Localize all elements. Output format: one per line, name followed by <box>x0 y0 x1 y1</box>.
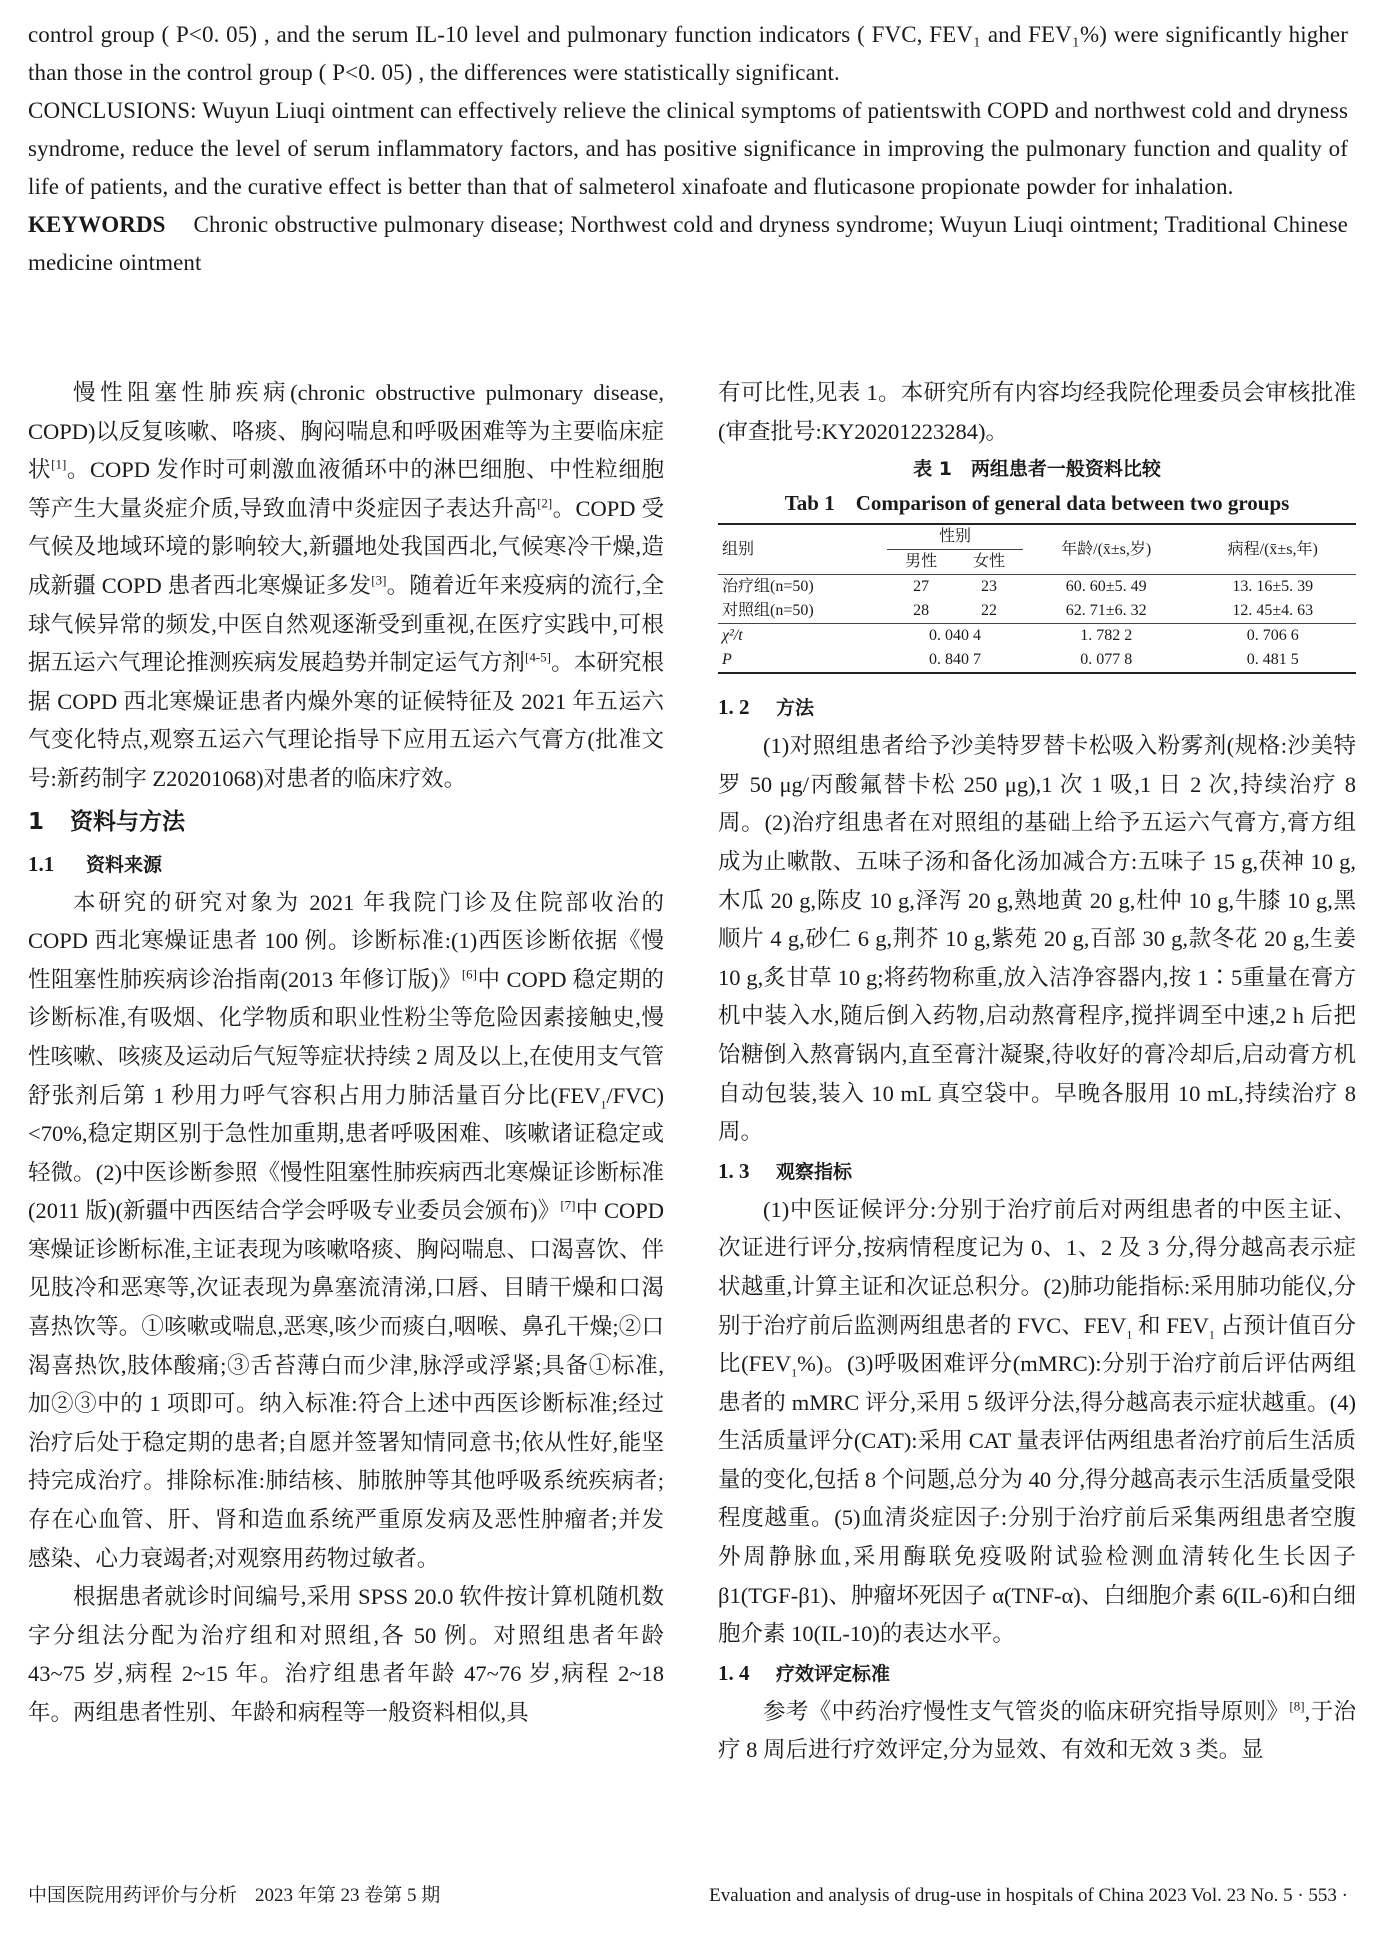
indicators-paragraph: (1)中医证候评分:分别于治疗前后对两组患者的中医主证、次证进行评分,按病情程度记为 0、1、2 及 3 分,得分越高表示症状越重,计算主证和次证总积分。(2)肺功能指标:采用肺功能仪,分别于治疗前后监测两组患者的 FVC、$FEV_1$ 和 $FEV_1$ 占预计值百分比$(FEV_1\%)$。(3)呼吸困难评分(mMRC):分别于治疗前后评估两组患者的 mMRC 评分,采用 5 级评分法,得分越高表示症状越重。(4)生活质量评分(CAT):采用 CAT 量表评估两组患者治疗前后生活质量的变化,包括 8 个问题,总分为 40 分,得分越高表示生活质量受限程度越重。(5)血清炎症因子:分别于治疗前后采集两组患者空腹外周静脉血,采用酶联免疫吸附试验检测血清转化生长因子 β1(TGF-β1)、肿瘤坏死因子 α(TNF-α)、白细胞介素 6(IL-6)和白细胞介素 10(IL-10)的表达水平。 <box>718 1196 1357 1647</box>
page-number: · 553 · <box>1297 1885 1348 1906</box>
table-row-stat: P 0. 840 7 0. 077 8 0. 481 5 <box>718 648 1356 673</box>
section-heading-1-2: 1. 2 方法 <box>718 695 815 720</box>
citation: [4-5] <box>525 649 552 665</box>
conclusions-text: Wuyun Liuqi ointment can effectively relieve the clinical symptoms of patientswith COPD and northwest cold and dryness syndrome, reduce the level of serum inflammatory factors, and has positive significance in improving the pulmonary function and quality of life of patients, and the curative effect is better than that of salmeterol xinafoate and fluticasone propionate powder for inhalation. <box>28 98 1348 199</box>
col-header-female: 女性 <box>972 553 1005 571</box>
grouping-paragraph-continued: 有可比性,见表 1。本研究所有内容均经我院伦理委员会审核批准(审查批号:KY20201223284)。 <box>718 380 1356 444</box>
methods-paragraph: (1)对照组患者给予沙美特罗替卡松吸入粉雾剂(规格:沙美特罗 50 μg/丙酸氟替卡松 250 μg),1 次 1 吸,1 日 2 次,持续治疗 8 周。(2)治疗组患者在对照组的基础上给予五运六气膏方,膏方组成为止嗽散、五味子汤和备化汤加减合方:五味子 15 g,茯神 10 g,木瓜 20 g,陈皮 10 g,泽泻 20 g,熟地黄 20 g,杜仲 10 g,牛膝 10 g,黑顺片 4 g,砂仁 6 g,荆芥 10 g,紫苑 20 g,百部 30 g,款冬花 20 g,生姜 10 g,炙甘草 10 g;将药物称重,放入洁净容器内,按 1∶5重量在膏方机中装入水,随后倒入药物,启动熬膏程序,搅拌调至中速,2 h 后把饴糖倒入熬膏锅内,直至膏汁凝聚,待收好的膏冷却后,启动膏方机自动包装,装入 10 mL 真空袋中。早晚各服用 10 mL,持续治疗 8 周。 <box>718 733 1356 1145</box>
conclusions-label: CONCLUSIONS: <box>28 98 197 123</box>
table-row: 治疗组(n=50) 27 23 60. 60±5. 49 13. 16±5. 39 <box>722 578 1314 596</box>
col-header-male: 男性 <box>905 553 938 571</box>
table-row: 对照组(n=50) 28 22 62. 71±6. 32 12. 45±4. 63 <box>722 602 1314 620</box>
citation: [1] <box>51 456 67 472</box>
section-heading-1-4: 1. 4 疗效评定标准 <box>718 1660 891 1685</box>
data-source-paragraph: 本研究的研究对象为 2021 年我院门诊及住院部收治的 COPD 西北寒燥证患者 100 例。诊断标准:(1)西医诊断依据《慢性阻塞性肺疾病诊治指南(2013 年修订版)》[6]中 COPD 稳定期的诊断标准,有吸烟、化学物质和职业性粉尘等危险因素接触史,慢性咳嗽、咳痰及运动后气短等症状持续 2 周及以上,在使用支气管舒张剂后第 1 秒用力呼气容积占用力肺活量百分比$(FEV_1/FVC)<70\%$,稳定期区别于急性加重期,患者呼吸困难、咳嗽诸证稳定或轻微。(2)中医诊断参照《慢性阻塞性肺疾病西北寒燥证诊断标准(2011 版)(新疆中西医结合学会呼吸专业委员会颁布)》[7]中 COPD 寒燥证诊断标准,主证表现为咳嗽咯痰、胸闷喘息、口渴喜饮、伴见肢冷和恶寒等,次证表现为鼻塞流清涕,口唇、目睛干燥和口渴喜热饮等。①咳嗽或喘息,恶寒,咳少而痰白,咽喉、鼻孔干燥;②口渴喜热饮,肢体酸痛;③舌苔薄白而少津,脉浮或浮紧;具备①标准,加②③中的 1 项即可。纳入标准:符合上述中西医诊断标准;经过治疗后处于稳定期的患者;自愿并签署知情同意书;依从性好,能坚持完成治疗。排除标准:肺结核、肺脓肿等其他呼吸系统疾病者;存在心血管、肝、肾和造血系统严重原发病及恶性肿瘤者;并发感染、心力衰竭者;对观察用药物过敏者。 <box>28 889 664 1571</box>
right-column <box>718 374 1356 1770</box>
citation: [6] <box>461 966 478 982</box>
general-data-table <box>718 523 1356 674</box>
col-header-age: 年龄/(x̄±s,岁) <box>1061 540 1152 558</box>
section-heading-1-1: 1.1 资料来源 <box>28 851 163 876</box>
citation: [7] <box>560 1197 576 1213</box>
section-heading-1-3: 1. 3 观察指标 <box>718 1158 853 1183</box>
keywords-label: KEYWORDS <box>28 212 166 237</box>
col-header-sex: 性别 <box>887 524 1023 550</box>
col-header-course: 病程/(x̄±s,年) <box>1227 540 1318 558</box>
footer-journal-cn: 中国医院用药评价与分析 2023 年第 23 卷第 5 期 <box>28 1885 441 1906</box>
abstract-section <box>28 16 1348 282</box>
section-heading-1: 1 资料与方法 <box>28 808 185 835</box>
efficacy-paragraph: 参考《中药治疗慢性支气管炎的临床研究指导原则》[8],于治疗 8 周后进行疗效评定,分为显效、有效和无效 3 类。显 <box>718 1698 1356 1763</box>
citation: [3] <box>371 572 387 588</box>
citation: [2] <box>537 495 553 511</box>
keywords-text: Chronic obstructive pulmonary disease; Northwest cold and dryness syndrome; Wuyun Liuqi ointment; Traditional Chinese medicine ointment <box>28 212 1348 275</box>
footer-journal-en: Evaluation and analysis of drug-use in hospitals of China 2023 Vol. 23 No. 5 · 553 · <box>709 1885 1348 1906</box>
table-row-stat: χ²/t 0. 040 4 1. 782 2 0. 706 6 <box>718 624 1356 649</box>
abstract-conclusions <box>28 92 1348 206</box>
grouping-paragraph: 根据患者就诊时间编号,采用 SPSS 20.0 软件按计算机随机数字分组法分配为治疗组和对照组,各 50 例。对照组患者年龄 43~75 岁,病程 2~15 年。治疗组患者年龄 47~76 岁,病程 2~18 年。两组患者性别、年龄和病程等一般资料相似,具 <box>28 1584 664 1725</box>
citation: [8] <box>1289 1698 1305 1714</box>
abstract-results-tail: control group ( P<0. 05) , and the serum IL-10 level and pulmonary function indicators ( FVC, FEV₁ and FEV₁%) were significantly higher than those in the control group ( P<0. 05) , the differences were statistically significant. <box>28 22 1348 85</box>
table-title-cn: 表 1 两组患者一般资料比较 <box>913 458 1161 481</box>
col-header-group: 组别 <box>722 540 755 558</box>
intro-paragraph: 慢性阻塞性肺疾病(chronic obstructive pulmonary disease, COPD)以反复咳嗽、咯痰、胸闷喘息和呼吸困难等为主要临床症状[1]。COPD 发作时可刺激血液循环中的淋巴细胞、中性粒细胞等产生大量炎症介质,导致血清中炎症因子表达升高[2]。COPD 受气候及地域环境的影响较大,新疆地处我国西北,气候寒冷干燥,造成新疆 COPD 患者西北寒燥证多发[3]。随着近年来疫病的流行,全球气候异常的频发,中医自然观逐渐受到重视,在医疗实践中,可根据五运六气理论推测疾病发展趋势并制定运气方剂[4-5]。本研究根据 COPD 西北寒燥证患者内燥外寒的证候特征及 2021 年五运六气变化特点,观察五运六气理论指导下应用五运六气膏方(批准文号:新药制字 Z20201068)对患者的临床疗效。 <box>28 380 664 791</box>
left-column <box>28 374 664 1733</box>
keywords <box>28 206 1348 282</box>
table-title-en: Tab 1 Comparison of general data between two groups <box>784 491 1290 516</box>
